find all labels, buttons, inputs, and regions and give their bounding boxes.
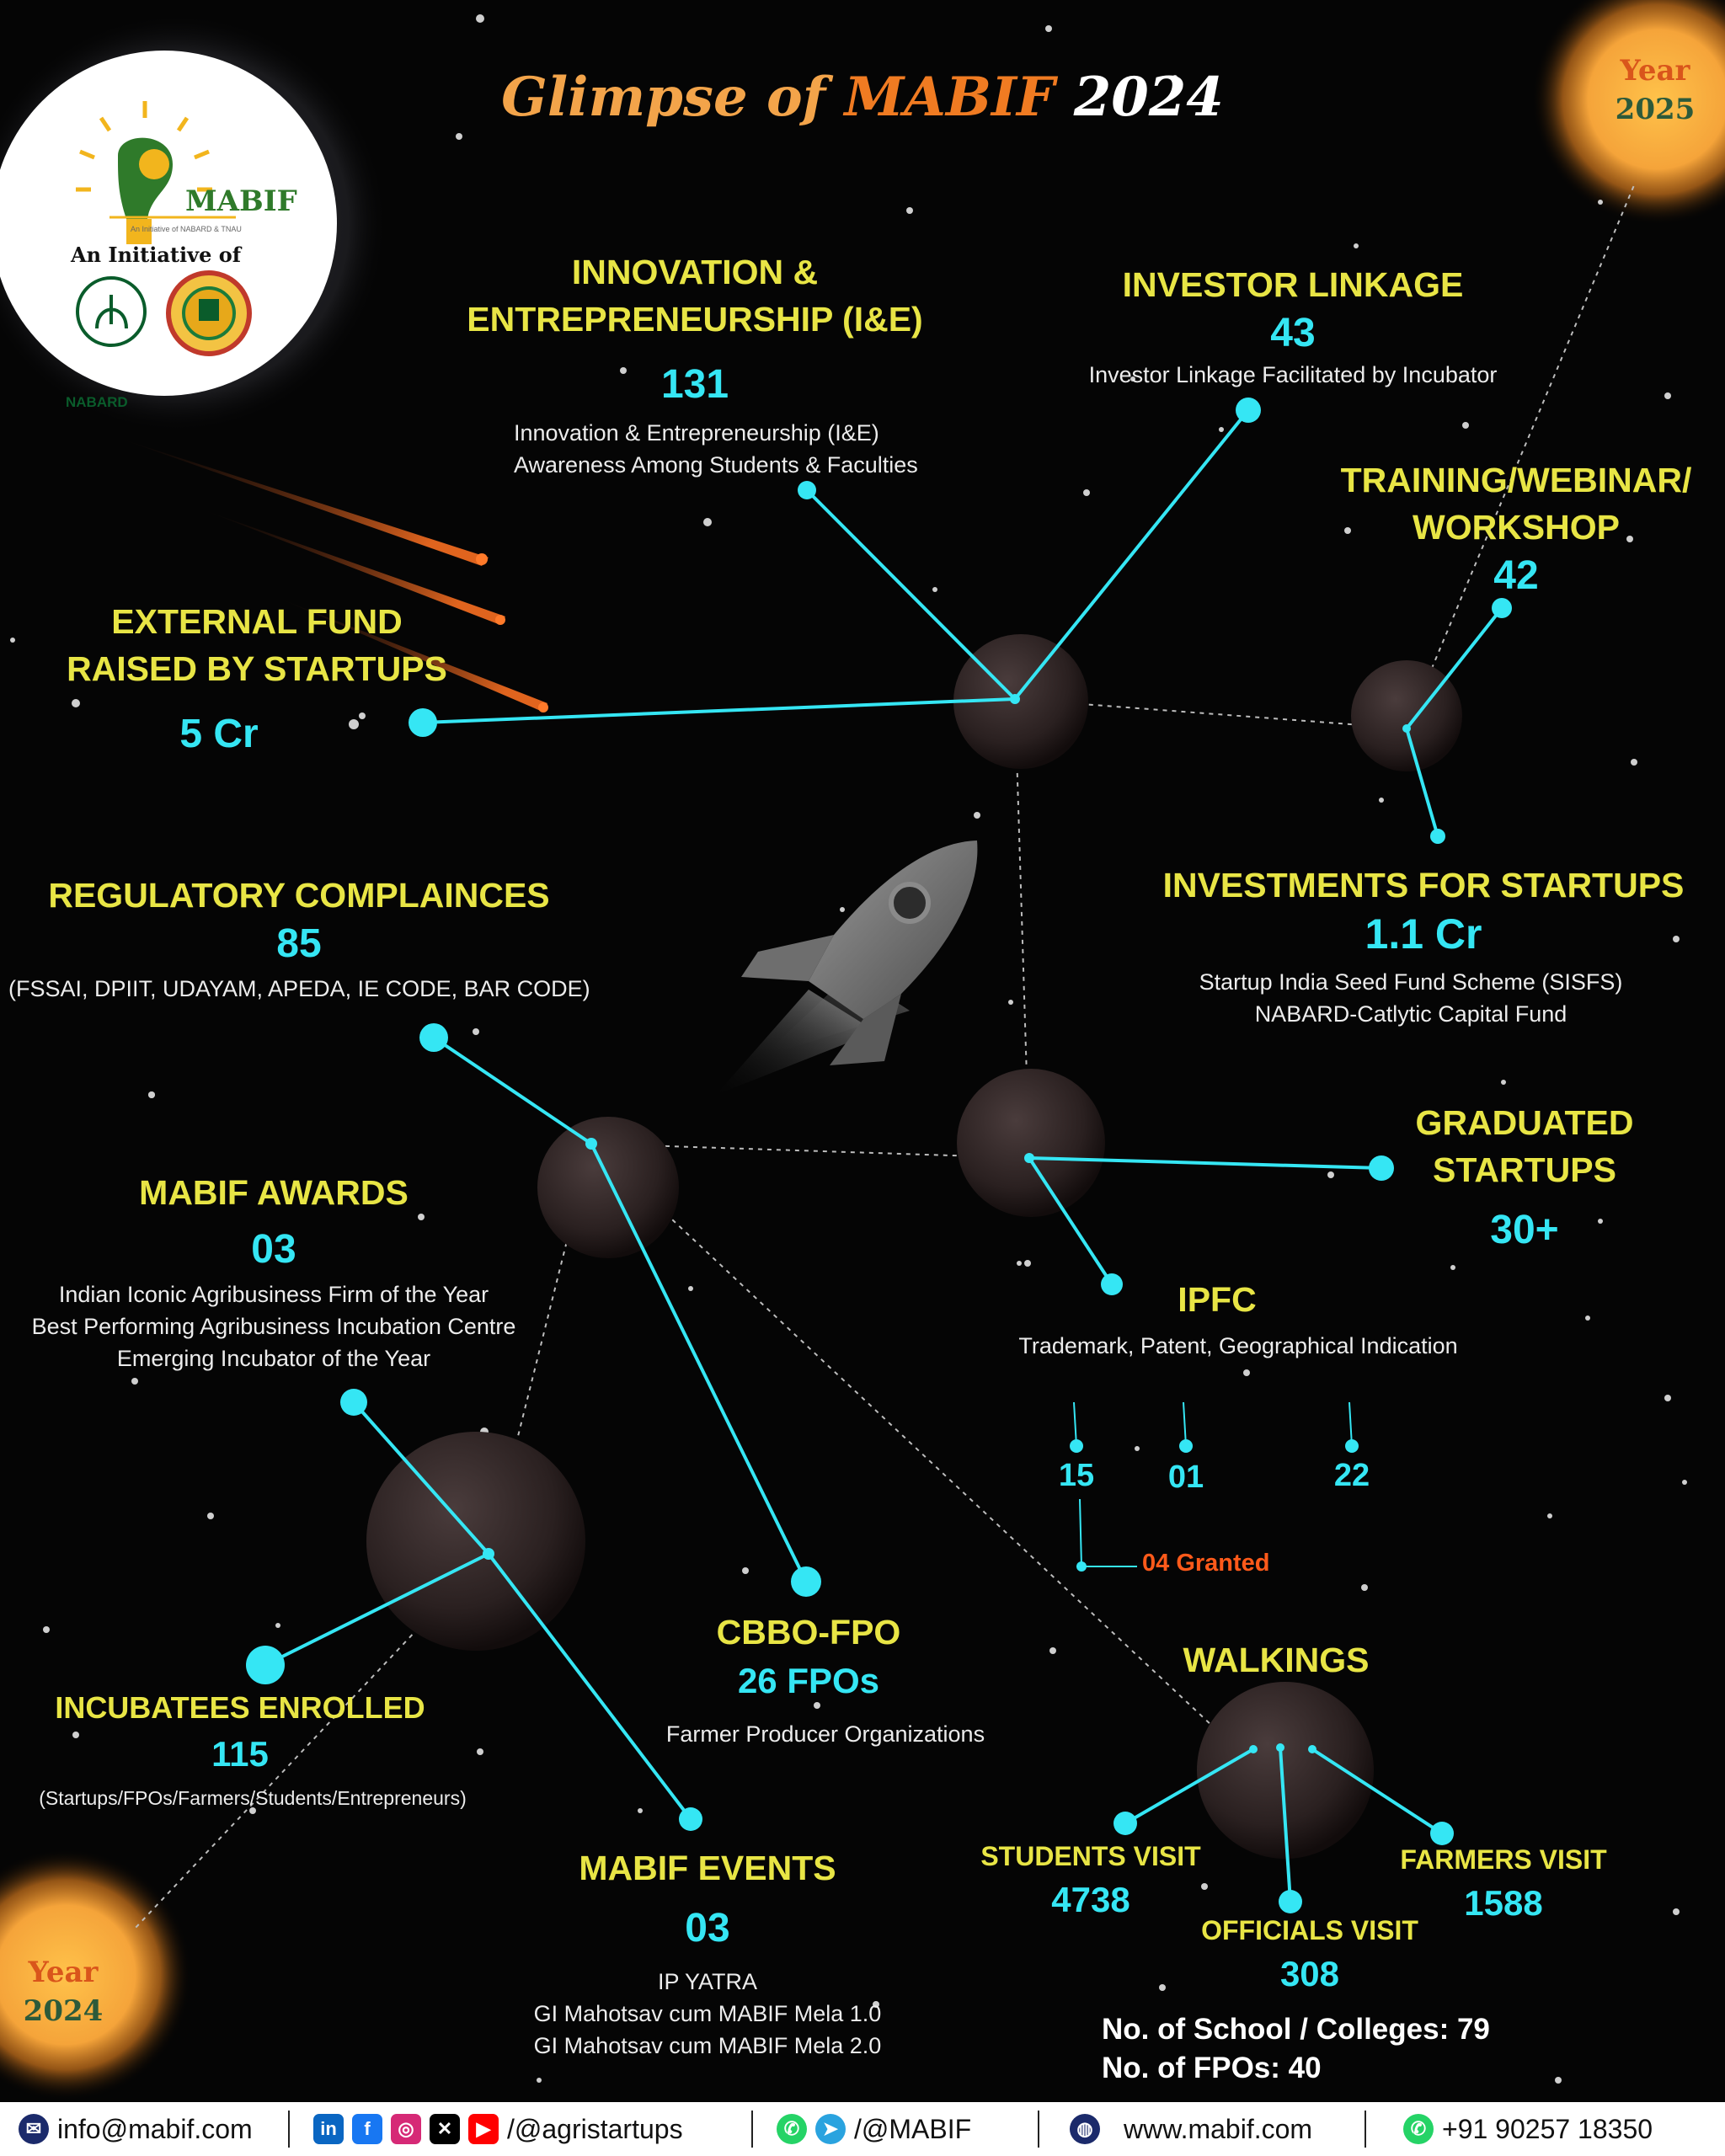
- investments-block: [1154, 862, 1693, 1030]
- cbbo-desc: Farmer Producer Organizations: [665, 1721, 985, 1747]
- innovation-title2: ENTREPRENEURSHIP (I&E): [467, 300, 923, 339]
- innovation-title1: INNOVATION &: [571, 253, 819, 291]
- rocket-icon: [716, 841, 977, 1095]
- cbbo-value: 26 FPOs: [737, 1661, 880, 1700]
- nabard-label: NABARD: [66, 394, 128, 410]
- instagram-icon[interactable]: ◎: [391, 2114, 421, 2144]
- events-block: [472, 1844, 943, 2062]
- external-fund-value: 5 Cr: [179, 712, 259, 756]
- year-2024-value: 2024: [23, 1994, 104, 2028]
- innovation-desc1: Innovation & Entrepreneurship (I&E): [514, 420, 879, 446]
- events-item: GI Mahotsav cum MABIF Mela 1.0: [533, 2001, 882, 2026]
- cbbo-title: CBBO-FPO: [716, 1613, 901, 1652]
- footer-social[interactable]: [290, 2114, 751, 2145]
- linkedin-icon[interactable]: in: [313, 2114, 344, 2144]
- footer-messaging[interactable]: [753, 2114, 1038, 2145]
- awards-value: 03: [251, 1227, 296, 1272]
- investments-desc2: NABARD-Catlytic Capital Fund: [1254, 1001, 1567, 1027]
- investments-title: INVESTMENTS FOR STARTUPS: [1162, 866, 1685, 905]
- cbbo-block: [623, 1609, 1028, 1750]
- investor-desc: Investor Linkage Facilitated by Incubator: [1088, 362, 1498, 387]
- footer-bar: [0, 2102, 1725, 2156]
- whatsapp-icon[interactable]: ✆: [777, 2114, 807, 2144]
- events-item: IP YATRA: [657, 1969, 758, 1994]
- farmers-title: FARMERS VISIT: [1400, 1844, 1607, 1875]
- farmers-block: [1390, 1841, 1617, 1929]
- awards-item: Best Performing Agribusiness Incubation Centre: [31, 1314, 516, 1339]
- graduated-title2: STARTUPS: [1433, 1150, 1616, 1189]
- events-title: MABIF EVENTS: [579, 1849, 836, 1887]
- title-part2: MABIF: [844, 66, 1055, 129]
- year-2025-badge: [1600, 54, 1710, 126]
- initiative-label: An Initiative of: [70, 243, 242, 267]
- graduated-value: 30+: [1490, 1208, 1559, 1252]
- events-value: 03: [685, 1906, 730, 1951]
- footer-social-text[interactable]: /@agristartups: [507, 2113, 683, 2144]
- investor-value: 43: [1270, 311, 1316, 355]
- awards-item: Indian Iconic Agribusiness Firm of the Year: [58, 1282, 489, 1307]
- year-2024-label: Year: [28, 1956, 99, 1989]
- training-block: [1314, 456, 1718, 601]
- footer-phone[interactable]: [1366, 2114, 1653, 2145]
- ipfc-desc: Trademark, Patent, Geographical Indication: [1018, 1333, 1458, 1358]
- regulatory-desc: (FSSAI, DPIIT, UDAYAM, APEDA, IE CODE, BAR CODE): [8, 976, 590, 1001]
- fpos-count: No. of FPOs: 40: [1102, 2052, 1322, 2084]
- investments-value: 1.1 Cr: [1365, 910, 1482, 958]
- year-2024-badge: [8, 1956, 118, 2028]
- svg-text:An Initiative of NABARD & TNAU: An Initiative of NABARD & TNAU: [131, 225, 242, 233]
- svg-text:MABIF: MABIF: [185, 184, 297, 218]
- students-value: 4738: [1051, 1880, 1130, 1919]
- ipfc-gi-value: 22: [1333, 1458, 1370, 1493]
- footer-email[interactable]: [0, 2114, 288, 2145]
- regulatory-value: 85: [276, 921, 322, 966]
- globe-icon: ◍: [1070, 2114, 1100, 2144]
- ipfc-granted-label: 04 Granted: [1142, 1550, 1270, 1577]
- title-part1: Glimpse of: [501, 66, 845, 129]
- students-block: [969, 1838, 1213, 1925]
- innovation-desc2: Awareness Among Students & Faculties: [514, 452, 918, 478]
- training-title2: WORKSHOP: [1413, 508, 1620, 547]
- year-2025-value: 2025: [1615, 93, 1696, 126]
- training-value: 42: [1493, 553, 1539, 598]
- regulatory-title: REGULATORY COMPLAINCES: [48, 876, 550, 915]
- graduated-block: [1381, 1099, 1668, 1256]
- regulatory-block: [8, 872, 590, 1005]
- external-fund-title1: EXTERNAL FUND: [111, 602, 403, 641]
- footer-website-text[interactable]: www.mabif.com: [1124, 2113, 1313, 2144]
- youtube-icon[interactable]: ▶: [468, 2114, 499, 2144]
- facebook-icon[interactable]: f: [352, 2114, 382, 2144]
- external-fund-title2: RAISED BY STARTUPS: [67, 649, 447, 688]
- year-2025-label: Year: [1620, 54, 1690, 88]
- events-item: GI Mahotsav cum MABIF Mela 2.0: [533, 2033, 882, 2058]
- graduated-title1: GRADUATED: [1415, 1103, 1634, 1142]
- page-title: [0, 66, 1725, 129]
- incubatees-title: INCUBATEES ENROLLED: [55, 1690, 425, 1725]
- title-part3: 2024: [1055, 66, 1224, 129]
- incubatees-desc: (Startups/FPOs/Farmers/Students/Entrepreneurs): [39, 1787, 467, 1809]
- walkings-title: WALKINGS: [1183, 1641, 1370, 1679]
- awards-block: [8, 1169, 539, 1374]
- incubatees-block: [17, 1687, 489, 1812]
- ipfc-patent-value: 01: [1167, 1460, 1204, 1495]
- officials-title: OFFICIALS VISIT: [1201, 1915, 1418, 1945]
- schools-count: No. of School / Colleges: 79: [1102, 2013, 1490, 2046]
- students-title: STUDENTS VISIT: [980, 1841, 1201, 1871]
- investor-title: INVESTOR LINKAGE: [1122, 265, 1464, 304]
- telegram-icon[interactable]: ➤: [815, 2114, 846, 2144]
- x-icon[interactable]: ✕: [430, 2114, 460, 2144]
- external-fund-block: [51, 598, 463, 760]
- footer-phone-text[interactable]: +91 90257 18350: [1442, 2113, 1653, 2144]
- investments-desc1: Startup India Seed Fund Scheme (SISFS): [1199, 969, 1623, 995]
- footer-website[interactable]: [1039, 2114, 1365, 2145]
- farmers-value: 1588: [1464, 1883, 1543, 1923]
- awards-title: MABIF AWARDS: [139, 1173, 409, 1212]
- officials-value: 308: [1279, 1954, 1340, 1993]
- phone-icon: ✆: [1403, 2114, 1434, 2144]
- training-title1: TRAINING/WEBINAR/: [1340, 461, 1692, 499]
- ipfc-title: IPFC: [1178, 1280, 1257, 1319]
- mail-icon: ✉: [19, 2114, 49, 2144]
- ipfc-block: [994, 1276, 1482, 1362]
- footer-email-text[interactable]: info@mabif.com: [57, 2113, 253, 2144]
- awards-item: Emerging Incubator of the Year: [116, 1346, 431, 1371]
- incubatees-value: 115: [211, 1734, 269, 1774]
- ipfc-trademark-value: 15: [1058, 1458, 1095, 1493]
- innovation-value: 131: [660, 362, 729, 407]
- innovation-block: [446, 248, 943, 481]
- footer-messaging-text[interactable]: /@MABIF: [854, 2113, 972, 2144]
- investor-block: [1070, 261, 1516, 391]
